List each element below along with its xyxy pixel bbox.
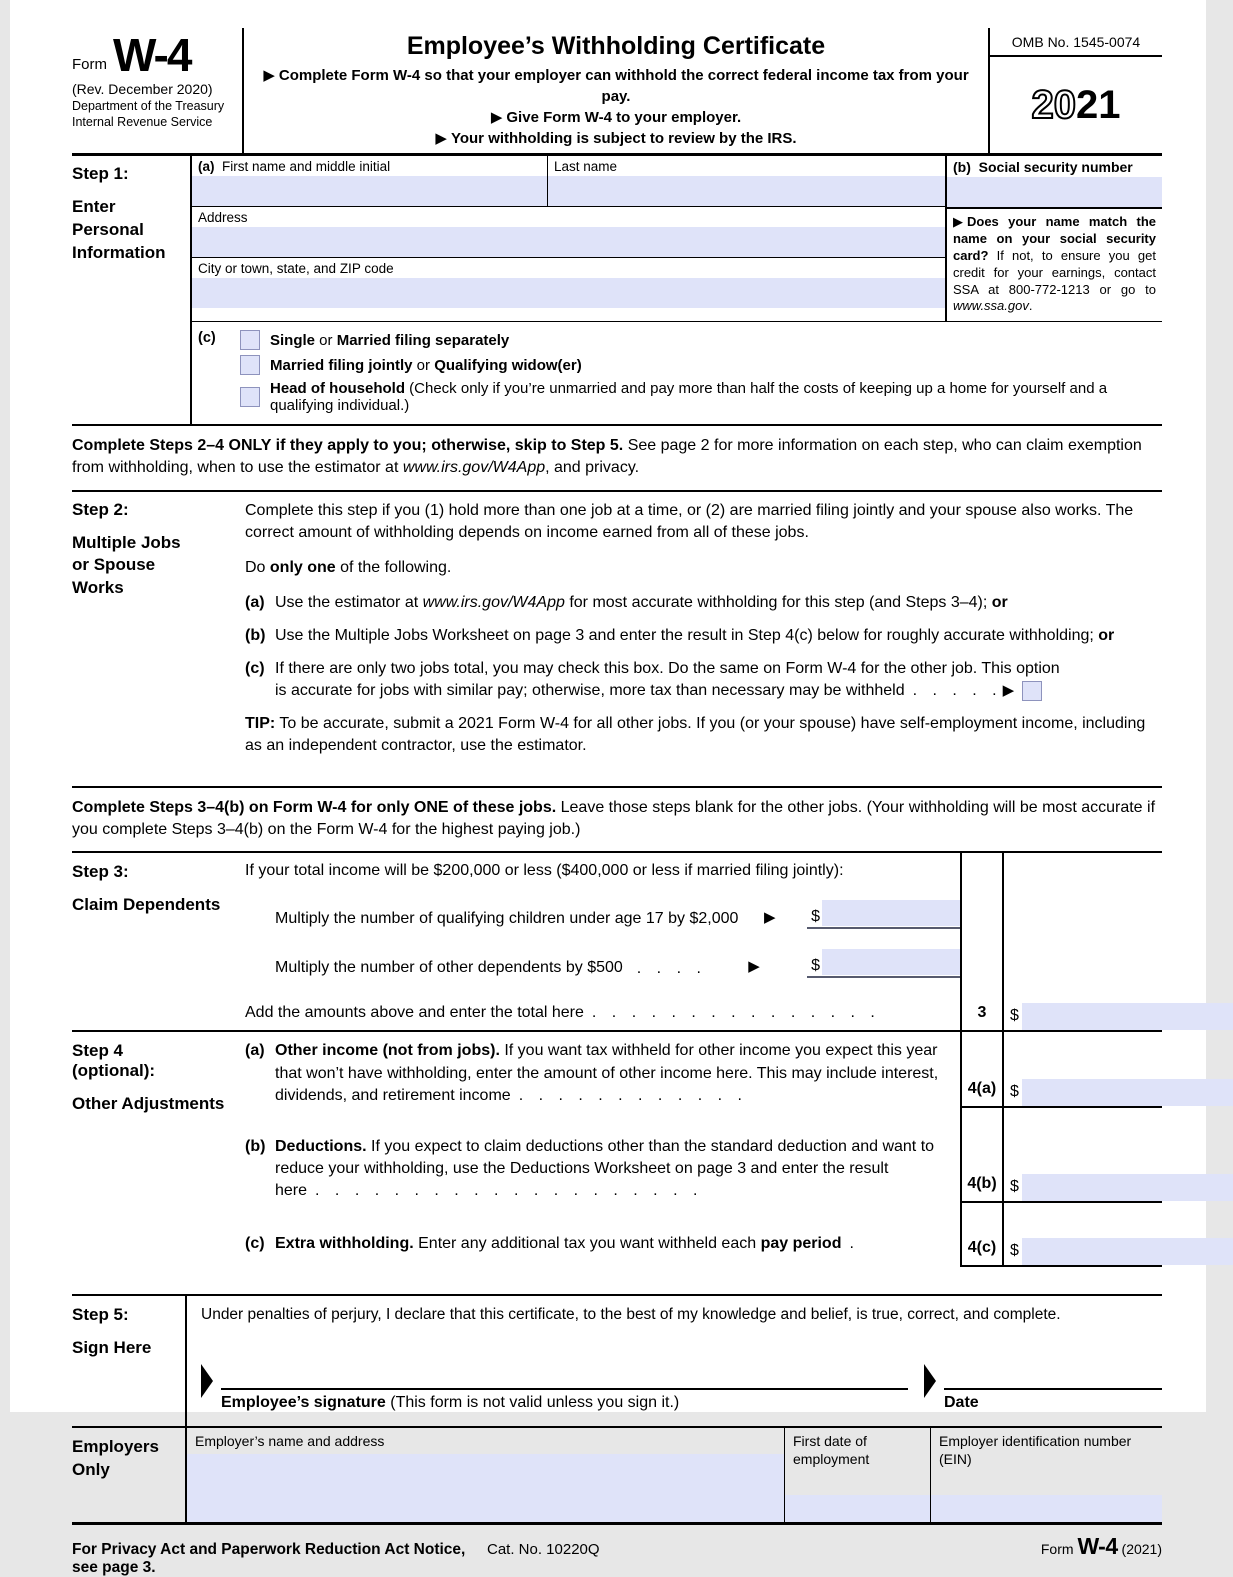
step2-item-a: (a) Use the estimator at www.irs.gov/W4App for most accurate withholding for this step (and Steps 3–4); or bbox=[245, 593, 1008, 611]
widow-label: Qualifying widow(er) bbox=[434, 356, 582, 374]
step3-intro: If your total income will be $200,000 or less ($400,000 or less if married filing jointly): bbox=[245, 862, 844, 880]
ssn-note-text: If not, to ensure you get credit for your earnings, contact SSA at 800-772-1213 or go to bbox=[953, 247, 1156, 297]
mfj-or: or bbox=[412, 356, 435, 374]
employers-only-section bbox=[72, 1426, 1162, 1525]
intro2-bold: Complete Steps 3–4(b) on Form W-4 for only ONE of these jobs. bbox=[72, 799, 557, 817]
form-page bbox=[10, 0, 1206, 1577]
first-name-label: First name and middle initial bbox=[222, 159, 391, 174]
intro2-text: Leave those steps blank for the other jobs. (Your withholding will be most accurate if you complete Steps 3–4(b) on the Form W-4 for the highest paying job.) bbox=[72, 799, 1156, 839]
employer-name-address-input[interactable] bbox=[187, 1454, 784, 1522]
qualifying-children-label: Multiply the number of qualifying children under age 17 by $2,000 bbox=[275, 909, 739, 927]
step3-label: Step 3: bbox=[72, 862, 129, 882]
year-outline: 20 bbox=[1031, 83, 1076, 127]
omb-number: OMB No. 1545-0074 bbox=[990, 28, 1162, 57]
two-jobs-checkbox[interactable] bbox=[1022, 681, 1042, 701]
employers-only-label: Employers Only bbox=[72, 1437, 159, 1480]
step5-section bbox=[72, 1294, 1162, 1426]
step5-label: Step 5: bbox=[72, 1305, 129, 1325]
step4-sublabel: Other Adjustments bbox=[72, 1094, 225, 1114]
signature-label: Employee’s signature bbox=[221, 1394, 386, 1412]
bullet-arrow-icon: ▶ bbox=[263, 67, 275, 84]
dollar-sign: $ bbox=[811, 908, 820, 926]
steps2-4-instructions bbox=[72, 426, 1162, 491]
form-title: Employee’s Withholding Certificate bbox=[406, 32, 826, 60]
header-bullet-1: Complete Form W-4 so that your employer can withhold the correct federal income tax from your pay. bbox=[278, 67, 969, 105]
signature-line[interactable] bbox=[221, 1356, 908, 1390]
date-label: Date bbox=[944, 1394, 979, 1412]
step2c-dots: . . . . . bbox=[912, 681, 997, 699]
intro1-text2: , and privacy. bbox=[545, 459, 640, 477]
step4a-row: (a) Other income (not from jobs). If you want tax withheld for other income you expect this year that won’t have withholding, enter the amount of other income here. This may include interest, dividends, and retirement income . . . . . . . . . . . . 4(a) $ bbox=[245, 1032, 1162, 1107]
note-arrow-icon: ▶ bbox=[953, 214, 963, 229]
line3-number: 3 bbox=[960, 853, 1004, 1030]
step2-section bbox=[72, 492, 1162, 789]
step1-section bbox=[72, 156, 1162, 426]
dollar-sign: $ bbox=[811, 957, 820, 975]
line4b-amount-input[interactable] bbox=[1022, 1174, 1233, 1201]
tax-year bbox=[990, 57, 1162, 153]
city-state-zip-input[interactable] bbox=[192, 278, 945, 308]
filing-status-hoh-row bbox=[240, 380, 1162, 414]
step1c-tag: (c) bbox=[198, 330, 216, 347]
hoh-label: Head of household bbox=[270, 380, 405, 398]
date-arrow-icon bbox=[924, 1364, 936, 1398]
line4c-amount-input[interactable] bbox=[1022, 1238, 1233, 1265]
dollar-sign: $ bbox=[1010, 1177, 1019, 1195]
ssn-note bbox=[947, 207, 1162, 321]
step5-sublabel: Sign Here bbox=[72, 1338, 152, 1358]
arrow-icon: ▶ bbox=[748, 958, 760, 976]
year-bold: 21 bbox=[1076, 83, 1121, 127]
form-footer bbox=[72, 1525, 1162, 1577]
ein-label: Employer identification number (EIN) bbox=[939, 1433, 1132, 1468]
footer-form-id: Form W-4 (2021) bbox=[1040, 1533, 1162, 1560]
mfj-label: Married filing jointly bbox=[270, 356, 413, 374]
perjury-statement: Under penalties of perjury, I declare that this certificate, to the best of my knowledge and belief, is true, correct, and complete. bbox=[201, 1306, 1061, 1324]
step2-tip: TIP: To be accurate, submit a 2021 Form W-4 for all other jobs. If you (or your spouse) have self-employment income, including as an independent contractor, use the estimator. bbox=[245, 715, 1146, 755]
step2c-arrow-icon: ▶ bbox=[1002, 681, 1015, 699]
step3-section bbox=[72, 853, 1162, 1032]
step2c-line2: is accurate for jobs with similar pay; otherwise, more tax than necessary may be withheld bbox=[275, 681, 905, 699]
department-line1: Department of the Treasury bbox=[72, 99, 225, 113]
header-bullet-2: Give Form W-4 to your employer. bbox=[506, 109, 742, 126]
step2-item-b: (b) Use the Multiple Jobs Worksheet on page 3 and enter the result in Step 4(c) below for roughly accurate withholding; or bbox=[245, 626, 1115, 644]
last-name-input[interactable] bbox=[548, 176, 945, 206]
step2-paragraph2: Do only one of the following. bbox=[245, 558, 452, 576]
leader-dots: . bbox=[849, 1234, 854, 1252]
other-dependents-label: Multiply the number of other dependents by $500 bbox=[275, 958, 623, 976]
step1-label: Step 1: bbox=[72, 164, 129, 183]
employer-name-label: Employer’s name and address bbox=[195, 1433, 385, 1450]
ssn-input[interactable] bbox=[947, 177, 1162, 207]
ssn-label: Social security number bbox=[978, 159, 1133, 175]
step2-item-c: (c) If there are only two jobs total, you may check this box. Do the same on Form W-4 for the other job. This option is accurate for jobs with similar pay; otherwise, more tax than necessary may be withheld . . . . . ▶ bbox=[245, 658, 1162, 702]
form-word: Form bbox=[72, 56, 107, 73]
line3-amount-input[interactable] bbox=[1022, 1003, 1233, 1030]
intro1-bold: Complete Steps 2–4 ONLY if they apply to you; otherwise, skip to Step 5. bbox=[72, 437, 624, 455]
step4-label: Step 4 bbox=[72, 1041, 124, 1061]
step2-sublabel: Multiple Jobs or Spouse Works bbox=[72, 532, 181, 598]
qualifying-children-row bbox=[275, 900, 960, 929]
qualifying-children-amount-input[interactable] bbox=[822, 900, 960, 926]
header-bullet-3: Your withholding is subject to review by the IRS. bbox=[450, 130, 797, 147]
single-checkbox[interactable] bbox=[240, 330, 260, 350]
address-label: Address bbox=[198, 210, 248, 225]
form-number: W-4 bbox=[113, 29, 191, 81]
step2-paragraph1: Complete this step if you (1) hold more than one job at a time, or (2) are married filing jointly and your spouse also works. The correct amount of withholding depends on income earned from all of these jobs. bbox=[245, 501, 1134, 541]
ein-input[interactable] bbox=[931, 1495, 1162, 1522]
extra-withholding-label: Extra withholding. bbox=[275, 1234, 414, 1252]
arrow-icon: ▶ bbox=[763, 909, 776, 927]
signature-note: (This form is not valid unless you sign it.) bbox=[385, 1394, 680, 1412]
intro1-text1: See page 2 for more information on each step, who can claim exemption from withholding, when to use the estimator at bbox=[72, 437, 1142, 477]
dollar-sign: $ bbox=[1010, 1242, 1019, 1260]
address-input[interactable] bbox=[192, 227, 945, 257]
last-name-label: Last name bbox=[554, 159, 618, 174]
step2-label: Step 2: bbox=[72, 499, 129, 519]
leader-dots: . . . . . . . . . . . . . . . bbox=[591, 1004, 875, 1022]
city-label: City or town, state, and ZIP code bbox=[198, 261, 394, 276]
form-title-block bbox=[244, 28, 988, 153]
bullet-arrow-icon: ▶ bbox=[435, 130, 447, 147]
leader-dots: . . . . . . . . . . . . bbox=[518, 1087, 742, 1105]
other-income-label: Other income (not from jobs). bbox=[275, 1042, 500, 1060]
step3-sublabel: Claim Dependents bbox=[72, 895, 221, 915]
head-of-household-checkbox[interactable] bbox=[240, 387, 260, 407]
department-line2: Internal Revenue Service bbox=[72, 114, 213, 129]
bullet-arrow-icon: ▶ bbox=[490, 109, 503, 126]
ssa-link: www.ssa.gov bbox=[953, 298, 1029, 314]
privacy-notice: For Privacy Act and Paperwork Reduction Act Notice, see page 3. bbox=[72, 1541, 466, 1577]
step1a-tag: (a) bbox=[198, 159, 215, 174]
form-header bbox=[72, 28, 1162, 156]
single-or: or bbox=[315, 331, 337, 349]
leader-dots: . . . . bbox=[636, 960, 701, 978]
hoh-text: (Check only if you’re unmarried and pay more than half the costs of keeping up a home for yourself and a qualifying individual.) bbox=[270, 380, 1108, 415]
step4c-row: (c) Extra withholding. Enter any additional tax you want withheld each pay period . 4(c) $ bbox=[245, 1203, 1162, 1267]
form-id-block bbox=[72, 28, 244, 153]
omb-year-block bbox=[988, 28, 1162, 153]
first-name-input[interactable] bbox=[192, 176, 547, 206]
leader-dots: . . . . . . . . . . . . . . . . . . . . bbox=[315, 1182, 698, 1200]
catalog-number: Cat. No. 10220Q bbox=[487, 1541, 600, 1559]
other-dependents-amount-input[interactable] bbox=[822, 949, 960, 975]
w4app-link: www.irs.gov/W4App bbox=[402, 459, 546, 477]
form-revision: (Rev. December 2020) bbox=[72, 81, 213, 97]
other-dependents-row bbox=[275, 949, 960, 978]
filing-status-mfj-row bbox=[240, 355, 1162, 375]
line4a-number: 4(a) bbox=[960, 1032, 1004, 1107]
line4c-number: 4(c) bbox=[960, 1203, 1004, 1267]
ssn-note-end: . bbox=[1028, 298, 1033, 314]
dollar-sign: $ bbox=[1010, 1082, 1019, 1100]
dependents-total-label: Add the amounts above and enter the total here bbox=[245, 1004, 584, 1022]
date-line[interactable] bbox=[944, 1356, 1162, 1390]
step1b-tag: (b) bbox=[953, 159, 971, 175]
w4app-link: www.irs.gov/W4App bbox=[422, 593, 565, 611]
mfs-label: Married filing separately bbox=[336, 331, 510, 349]
single-label: Single bbox=[270, 331, 316, 349]
married-jointly-checkbox[interactable] bbox=[240, 355, 260, 375]
step4b-row: (b) Deductions. If you expect to claim deductions other than the standard deduction and want to reduce your withholding, use the Deductions Worksheet on page 3 and enter the result here . . . . . . . . . . . . . . . . . . . . 4(b) $ bbox=[245, 1108, 1162, 1203]
ssn-note-bold: Does your name match the name on your social security card? bbox=[953, 214, 1156, 263]
step4-label2: (optional): bbox=[72, 1061, 156, 1081]
deductions-label: Deductions. bbox=[275, 1137, 367, 1155]
first-date-employment-input[interactable] bbox=[785, 1495, 930, 1522]
step2c-line1: If there are only two jobs total, you may check this box. Do the same on Form W-4 for the other job. This option bbox=[275, 659, 1060, 677]
steps3-4b-instructions bbox=[72, 788, 1162, 853]
dependents-total-row bbox=[245, 1004, 960, 1022]
line4b-number: 4(b) bbox=[960, 1108, 1004, 1203]
first-date-label: First date of employment bbox=[793, 1433, 870, 1468]
step1-sublabel: Enter Personal Information bbox=[72, 197, 166, 262]
dollar-sign: $ bbox=[1010, 1007, 1019, 1025]
step4-section bbox=[72, 1032, 1162, 1267]
filing-status-single-row bbox=[240, 330, 1162, 350]
signature-arrow-icon bbox=[201, 1364, 213, 1398]
line4a-amount-input[interactable] bbox=[1022, 1079, 1233, 1106]
